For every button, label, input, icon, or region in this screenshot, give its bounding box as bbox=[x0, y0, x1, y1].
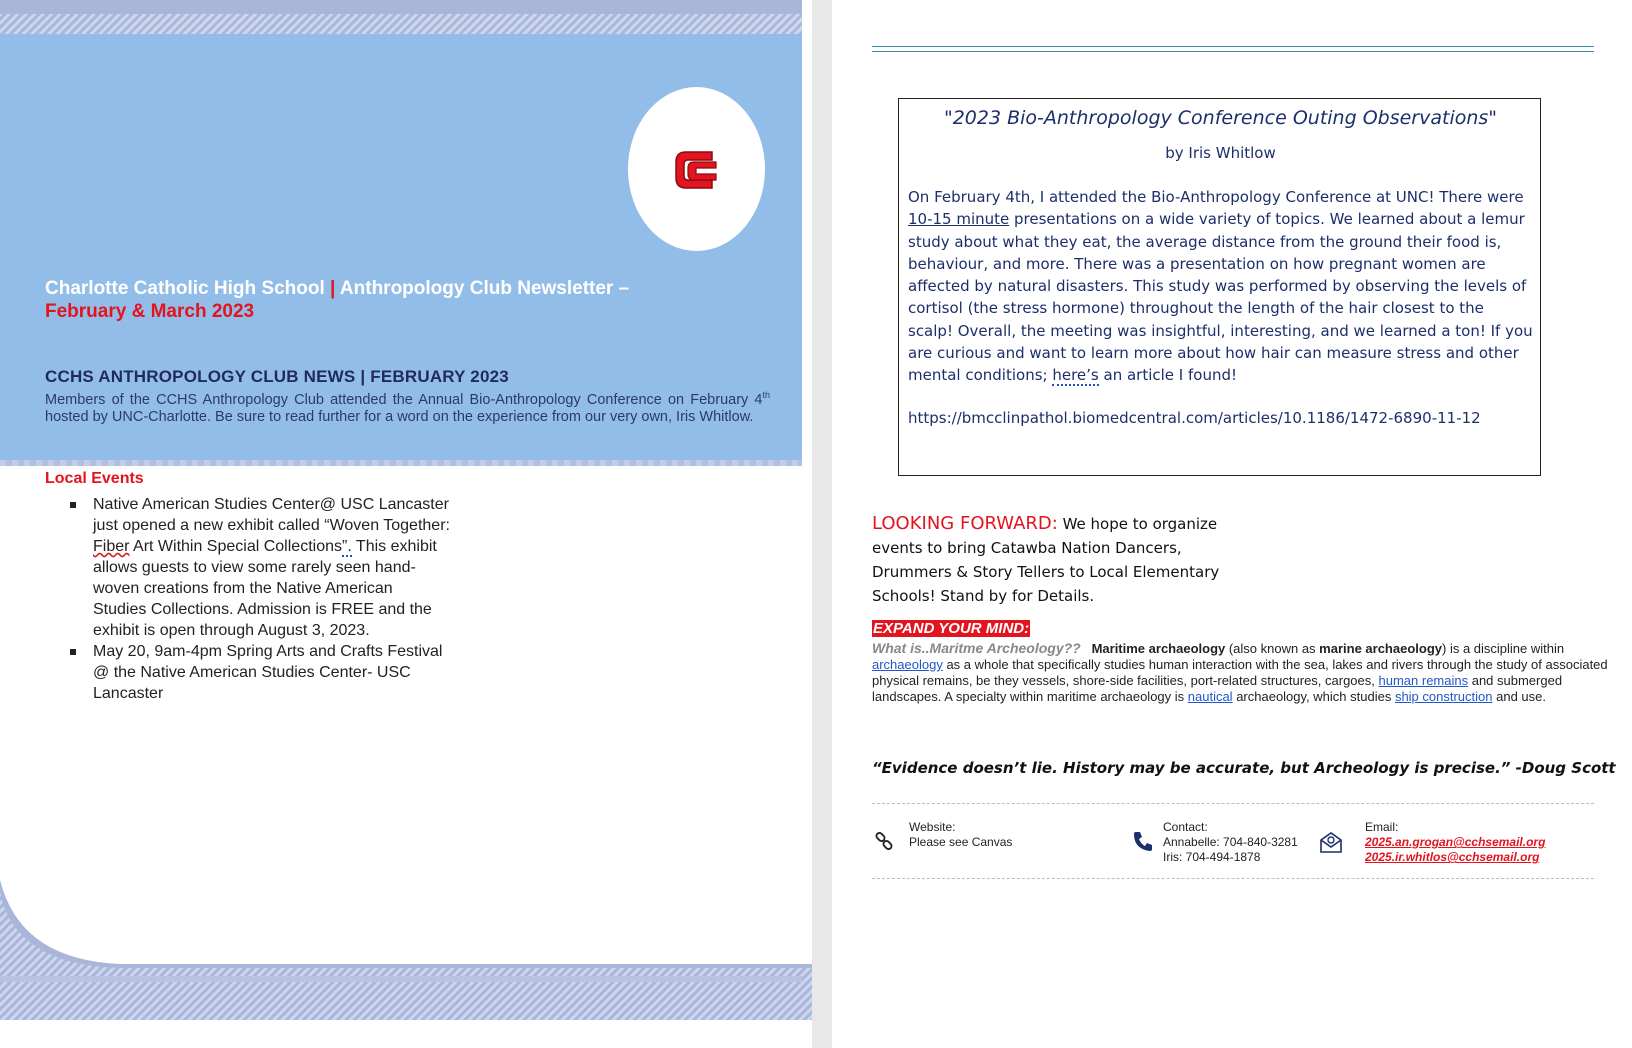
event-text: Art Within Special Collections bbox=[129, 538, 342, 555]
link-nautical[interactable]: nautical bbox=[1187, 689, 1233, 704]
footer-bottom-divider bbox=[872, 878, 1594, 879]
local-events-heading: Local Events bbox=[45, 470, 144, 487]
grammar-flag: ”. bbox=[341, 538, 352, 555]
footer-top-divider bbox=[872, 803, 1594, 804]
text: ) is a discipline within bbox=[1442, 641, 1565, 656]
email-label: Email: bbox=[1365, 820, 1399, 834]
event-text: Native American Studies Center@ USC Lancaster just opened a new exhibit called “Woven Together: bbox=[93, 496, 450, 534]
club-news-text: Members of the CCHS Anthropology Club attended the Annual Bio-Anthropology Conference on February 4 bbox=[45, 391, 763, 408]
cc-logo-icon bbox=[672, 144, 718, 196]
term: marine archaeology bbox=[1319, 641, 1442, 656]
looking-forward bbox=[872, 512, 1232, 608]
article-text: On February 4th, I attended the Bio-Anthropology Conference at UNC! There were bbox=[908, 188, 1524, 206]
square-bullet-icon bbox=[70, 502, 76, 508]
text: and use. bbox=[1492, 689, 1546, 704]
contact-iris: Iris: 704-494-1878 bbox=[1163, 850, 1261, 864]
link-archaeology[interactable]: archaeology bbox=[872, 657, 943, 672]
link-chain-icon bbox=[874, 832, 894, 852]
text: archaeology, which studies bbox=[1232, 689, 1395, 704]
ordinal-suffix: th bbox=[762, 390, 770, 400]
article-body bbox=[908, 186, 1533, 387]
looking-forward-text: We hope to organize events to bring Catawba Nation Dancers, Drummers & Story Tellers to Local Elementary Schools! Stand by for Details. bbox=[872, 515, 1220, 605]
top-rule bbox=[872, 46, 1594, 52]
list-item bbox=[70, 641, 450, 704]
article-byline: by Iris Whitlow bbox=[1165, 144, 1276, 162]
club-news-heading: CCHS ANTHROPOLOGY CLUB NEWS | FEBRUARY 2023 bbox=[45, 367, 509, 386]
contact-block bbox=[1163, 820, 1298, 865]
quote: “Evidence doesn’t lie. History may be accurate, but Archeology is precise.” -Doug Scott bbox=[872, 759, 1616, 777]
square-bullet-icon bbox=[70, 649, 76, 655]
text: (also known as bbox=[1225, 641, 1320, 656]
event-text: This exhibit allows guests to view some rarely seen hand-woven creations from the Native American Studies Collections. Admission is FREE and the exhibit is open through August 3, 2023. bbox=[93, 538, 437, 639]
text: as a whole that specifically studies human interaction with the sea, lakes and rivers through the study of associated physical remains, be they vessels, shore-side facilities, port-related structures, cargoes, bbox=[872, 657, 1608, 688]
local-events-list bbox=[70, 494, 450, 704]
article-text: presentations on a wide variety of topics. We learned about a lemur study about what they eat, the average distance from the ground their food is, behaviour, and more. There was a presentation on how pregnant women are affected by natural disasters. This study was performed by observing the levels of cortisol (the stress hormone) throughout the length of the hair closest to the scalp! Overall, the meeting was insightful, interesting, and we learned a ton! If you are curious and want to learn more about how hair can measure stress and other mental conditions; bbox=[908, 210, 1533, 385]
website-value: Please see Canvas bbox=[909, 835, 1013, 849]
newsletter-page-1 bbox=[0, 0, 812, 1048]
header-bottom-border bbox=[0, 460, 802, 466]
newsletter-date: February & March 2023 bbox=[45, 301, 255, 322]
contact-annabelle: Annabelle: 704-840-3281 bbox=[1163, 835, 1298, 849]
club-news-body bbox=[45, 387, 770, 426]
email-envelope-icon bbox=[1319, 830, 1343, 854]
top-band-decor bbox=[0, 0, 802, 14]
website-block bbox=[909, 820, 1012, 850]
spellcheck-word: Fiber bbox=[93, 538, 130, 555]
article-link[interactable]: https://bmcclinpathol.biomedcentral.com/articles/10.1186/1472-6890-11-12 bbox=[908, 409, 1481, 427]
list-item bbox=[70, 494, 450, 641]
club-news-text-2: hosted by UNC-Charlotte. Be sure to read further for a word on the experience from our very own, Iris Whitlow. bbox=[45, 408, 754, 425]
newsletter-title bbox=[45, 277, 745, 323]
text: and submerged landscapes. A specialty within maritime archaeology is bbox=[872, 673, 1563, 704]
article-title: "2023 Bio-Anthropology Conference Outing Observations" bbox=[943, 107, 1498, 129]
school-name: Charlotte Catholic High School bbox=[45, 278, 325, 299]
email-iris[interactable]: 2025.ir.whitlos@cchsemail.org bbox=[1365, 850, 1540, 864]
event-text: May 20, 9am-4pm Spring Arts and Crafts Festival @ the Native American Studies Center- USC Lancaster bbox=[93, 643, 443, 702]
expand-your-mind-label: EXPAND YOUR MIND: bbox=[873, 620, 1030, 637]
email-block bbox=[1365, 820, 1545, 865]
article-underlined: 10-15 minute bbox=[908, 210, 1010, 229]
title-separator: | bbox=[330, 278, 336, 299]
maritime-question: What is..Maritme Archeology?? bbox=[872, 640, 1081, 656]
grammar-flag: here’s bbox=[1052, 366, 1099, 385]
article-text: an article I found! bbox=[1098, 366, 1238, 385]
link-ship-construction[interactable]: ship construction bbox=[1394, 689, 1493, 704]
looking-forward-label: LOOKING FORWARD: bbox=[872, 513, 1058, 534]
bottom-swoosh-decor bbox=[0, 880, 812, 1020]
phone-icon bbox=[1132, 830, 1154, 852]
term: Maritime archaeology bbox=[1091, 641, 1226, 656]
website-label: Website: bbox=[909, 820, 956, 834]
contact-label: Contact: bbox=[1163, 820, 1208, 834]
link-human-remains[interactable]: human remains bbox=[1378, 673, 1469, 688]
maritime-paragraph bbox=[872, 640, 1627, 705]
article-box bbox=[898, 98, 1541, 476]
email-annabelle[interactable]: 2025.an.grogan@cchsemail.org bbox=[1365, 835, 1546, 849]
newsletter-name: Anthropology Club Newsletter – bbox=[339, 278, 630, 299]
newsletter-page-2 bbox=[832, 0, 1632, 1048]
